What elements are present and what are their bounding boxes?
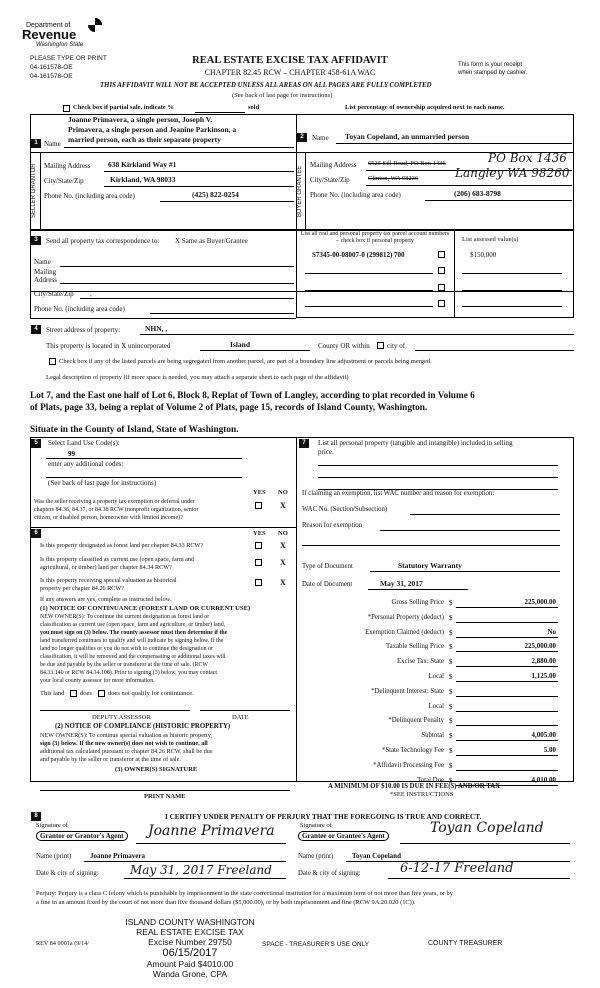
tax-row-currency: $	[449, 761, 453, 770]
buyer-side-label: BUYER GRANTEE	[297, 165, 303, 217]
sold-label: sold	[248, 104, 260, 111]
buyer-city-handwritten: Langley WA 98260	[455, 166, 570, 180]
does-not-qualify-checkbox[interactable]	[98, 690, 105, 697]
correspondence-label: Send all property tax correspondence to:	[46, 237, 160, 245]
s6-no-header: NO	[278, 530, 288, 537]
notice1-line7: be due and payable by the seller or transferor at the time of sale. (RCW	[40, 662, 208, 668]
located-label: This property is located in X unincorporated	[46, 342, 171, 350]
rev-number: REV 84 0001a (9/14/	[36, 940, 89, 947]
dept-line3: Washington State	[36, 42, 84, 48]
tax-row-label: Local	[428, 702, 444, 710]
legal-line-2: of Plats, page 33, being a replat of Volume 2 of Plats, page 15, records of Island County, Washington.	[30, 403, 428, 413]
treasurer-stamp	[105, 917, 275, 979]
stamp-line-6: Wanda Grone, CPA	[152, 969, 228, 979]
parcel-1[interactable]: S7345-00-08007-0 (299812) 700	[312, 251, 405, 259]
section-4-number: 4	[31, 325, 41, 334]
tax-row-label: Gross Selling Price	[391, 599, 444, 606]
tax-row-line	[456, 607, 558, 608]
tax-row-line	[456, 696, 558, 697]
correspondence-same-as[interactable]: X Same as Buyer/Grantee	[175, 237, 248, 245]
city-of-label: city of	[387, 342, 406, 350]
certify-text: I CERTIFY UNDER PENALTY OF PERJURY THAT THE FOREGOING IS TRUE AND CORRECT.	[165, 813, 482, 821]
see-instructions-note: *SEE INSTRUCTIONS	[390, 791, 454, 798]
tax-row-value[interactable]: 5.00	[543, 746, 556, 754]
buyer-phone[interactable]: (206) 683-8798	[454, 189, 501, 198]
form-chapter: CHAPTER 82.45 RCW – CHAPTER 458-61A WAC	[204, 68, 376, 77]
grantee-name[interactable]: Toyan Copeland	[352, 852, 401, 860]
partial-sale-line	[195, 112, 245, 113]
notice1-line6: classification, it will be removed and the compensating or additional taxes will	[40, 654, 226, 660]
dept-line1: Department of	[26, 22, 71, 29]
forest-yes-checkbox[interactable]	[255, 542, 262, 549]
seller-side-label: SELLER GRANTOR	[31, 163, 37, 219]
section-7-number: 7	[299, 439, 309, 448]
grantee-signature: Toyan Copeland	[430, 820, 544, 836]
tax-row-label: *Delinquent Penalty	[388, 717, 444, 725]
tax-row-line	[456, 637, 558, 638]
city-of-checkbox[interactable]	[377, 342, 384, 349]
segregated-checkbox[interactable]	[49, 358, 56, 365]
tax-row-line	[456, 651, 558, 652]
tax-row-currency: $	[449, 776, 453, 785]
parcel-1-personal-checkbox[interactable]	[438, 251, 445, 258]
see-back-note: (See back of last page for instructions)	[232, 92, 333, 99]
print-name-label: PRINT NAME	[144, 793, 186, 800]
buyer-name-label: Name	[312, 134, 329, 142]
exemption-q-line1: Was the seller receiving a property tax exemption or deferral under	[34, 499, 195, 505]
tax-row-label: Excise Tax: State	[397, 658, 444, 666]
corr-name-label: Name	[34, 258, 51, 266]
notice-compliance-title: (2) NOTICE OF COMPLIANCE (HISTORIC PROPERTY)	[55, 723, 231, 730]
situate-text: Situate in the County of Island, State of Washington.	[30, 425, 239, 435]
notice1-line9: your local county assessor for more information.	[40, 678, 155, 684]
grantor-name[interactable]: Joanne Primavera	[90, 852, 146, 860]
buyer-address-struck: 6525 Sill Road, PO Box 1436	[368, 160, 446, 167]
forest-land-question: Is this property designated as forest land per chapter 84.33 RCW?	[40, 542, 204, 549]
buyer-city-label: City/State/Zip	[310, 176, 350, 184]
minimum-fee-note: A MINIMUM OF $10.00 IS DUE IN FEE(S) AND/OR TAX	[328, 783, 501, 790]
tax-row-currency: $	[449, 628, 453, 637]
tax-row-line	[456, 740, 558, 741]
does-not-label: does not qualify for continuance.	[108, 690, 194, 697]
tax-row-value[interactable]: No	[547, 627, 556, 636]
seller-address-label: Mailing Address	[44, 162, 91, 170]
current-use-no-answer[interactable]: X	[280, 558, 286, 567]
exemption-claim-label: If claiming an exemption, list WAC number and reason for exemption:	[302, 490, 495, 497]
form-title: REAL ESTATE EXCISE TAX AFFIDAVIT	[192, 55, 388, 66]
seller-name-line1: Joanne Primavera, a single person, Joseph V.	[68, 115, 213, 124]
exemption-no-answer[interactable]: X	[280, 501, 286, 510]
form-number-2: 04-161578-OE	[30, 73, 73, 80]
tax-row-label: *Delinquent Interest: State	[371, 687, 444, 695]
notice1-line5: land no longer qualifies or you do not wish to continue the designation or	[40, 646, 213, 652]
stamp-line-2: REAL ESTATE EXCISE TAX	[136, 927, 244, 937]
dept-line2: Revenue	[22, 27, 77, 42]
doc-type-label: Type of Document	[302, 563, 353, 570]
section-6-number: 6	[31, 529, 41, 538]
tax-row-currency: $	[449, 732, 453, 741]
tax-row-value[interactable]: 4,010.00	[531, 775, 556, 784]
s6-yes-header: YES	[253, 530, 266, 537]
current-use-q-line2: agricultural, or timber) land per chapter 84.34 RCW?	[40, 564, 172, 571]
does-label: does	[80, 690, 92, 697]
receipt-note-1: This form is your receipt	[458, 62, 523, 68]
tax-row-label: Taxable Selling Price	[385, 643, 444, 651]
seller-phone-label: Phone No. (including area code)	[44, 192, 135, 200]
stamp-line-4: 06/15/2017	[162, 947, 218, 959]
tax-row-value[interactable]: 4,005.00	[531, 731, 556, 740]
tax-row-label: *Personal Property (deduct)	[367, 613, 444, 621]
notice1-line8: 84.33.140 or RCW 84.34.108). Prior to signing (3) below, you may contact	[40, 670, 218, 676]
tax-row-label: Exemption Claimed (deduct)	[365, 628, 444, 636]
legal-line-1: Lot 7, and the East one half of Lot 6, Block 8, Replat of Town of Langley, according to plat recorded in Volume 6	[30, 391, 475, 401]
stamp-line-1: ISLAND COUNTY WASHINGTON	[125, 917, 255, 927]
county-treasurer-label: COUNTY TREASURER	[428, 940, 503, 947]
seller-name-line2: Primavera, a single person and Jeanine Parkinson, a	[68, 125, 237, 134]
street-label: Street address of property:	[46, 326, 121, 334]
grantee-date-label: Date & city of signing:	[298, 870, 361, 877]
seller-name-label: Name	[44, 140, 61, 148]
perjury-line-2: a fine in an amount fixed by the court of not more than five thousand dollars ($5,000.00), or by both imprisonment and fine (RCW 9A.20.020 (1C)).	[36, 899, 416, 906]
current-use-q-line1: Is this property classified as current use (open space, farm and	[40, 556, 195, 563]
grantor-sig-label-1: Signature of	[36, 822, 68, 829]
this-land-label: This land	[40, 690, 65, 697]
notice1-line3: you must sign on (3) below. The county assessor must then determine if the	[40, 630, 228, 636]
corr-city-value: ,	[90, 290, 92, 298]
notice2-line2: sign (3) below. If the new owner(s) does not wish to continue, all	[40, 740, 208, 747]
perjury-line-1: Perjury: Perjury is a class C felony which is punishable by imprisonment in the state correctional institution for a maximum term of not more than five years, or by	[36, 890, 453, 897]
grantee-date: 6-12-17 Freeland	[400, 861, 514, 876]
land-use-see-back: (See back of last page for instructions)	[48, 479, 157, 487]
tax-row-label: Total Due	[417, 776, 444, 784]
seller-name-line3: married person, each as their separate property	[68, 135, 221, 144]
buyer-address-handwritten: PO Box 1436	[488, 151, 567, 165]
legal-label: Legal description of property (if more space is needed, you may attach a separate sheet to each page of the affidavit)	[46, 374, 349, 381]
notice2-line3: additional tax calculated pursuant to chapter 84.26 RCW, shall be due	[40, 748, 213, 755]
tax-row-line	[456, 770, 558, 771]
tax-row-label: Local	[428, 673, 444, 680]
treasurer-use-label: SPACE - TREASURER'S USE ONLY	[262, 941, 370, 948]
parcels-header: List all real and personal property tax parcel account numbers – check box if personal property	[300, 231, 450, 244]
tax-row-value[interactable]: 2,880.00	[531, 657, 556, 666]
grantor-date-label: Date & city of signing:	[36, 870, 99, 877]
section-8-number: 8	[31, 812, 41, 821]
exemption-q-line2: chapters 84.36, 84.37, or 84.38 RCW (nonprofit organization, senior	[34, 507, 199, 513]
tax-row-currency: $	[449, 673, 453, 681]
grantor-sig-label-2: Grantor or Grantor's Agent	[36, 831, 128, 841]
receipt-note-2: when stamped by cashier.	[458, 70, 528, 76]
land-use-no-header: NO	[278, 489, 288, 496]
tax-row-label: *State Technology Fee	[381, 747, 444, 754]
exemption-yes-checkbox[interactable]	[255, 502, 262, 509]
doc-type[interactable]: Statutory Warranty	[398, 561, 462, 570]
section-3-number: 3	[31, 236, 41, 245]
dor-logo-mark-icon	[88, 18, 102, 32]
tax-row-label: Subtotal	[421, 732, 444, 740]
deputy-assessor-label: DEPUTY ASSESSOR	[92, 714, 151, 721]
print-note: PLEASE TYPE OR PRINT	[30, 55, 107, 62]
stamp-line-3: Excise Number 29750	[148, 937, 232, 947]
corr-city-label: City/State/Zip	[34, 290, 74, 298]
land-use-code[interactable]: 99	[68, 450, 75, 458]
tax-row-line	[456, 681, 558, 682]
tax-row-line	[456, 725, 558, 726]
stamp-line-5: Amount Paid $4010.00	[146, 959, 234, 969]
ownership-note: List percentage of ownership acquired next to each name.	[345, 104, 505, 111]
tax-row-currency: $	[449, 747, 453, 755]
forest-no-answer[interactable]: X	[280, 541, 286, 550]
tax-row-currency: $	[449, 599, 453, 607]
tax-row-currency: $	[449, 702, 453, 711]
assessor-date-label: DATE	[232, 714, 249, 721]
tax-row-value[interactable]: 225,000.00	[524, 642, 556, 651]
notice2-line1: NEW OWNER(S): To continue special valuation as historic property,	[40, 732, 212, 739]
street-address[interactable]: NHN, ,	[145, 324, 168, 333]
grantor-signature: Joanne Primavera	[148, 823, 275, 839]
buyer-city-struck: Clinton, WA 98236	[368, 175, 419, 182]
grantor-date: May 31, 2017 Freeland	[130, 863, 272, 877]
section-2-number: 2	[297, 133, 307, 142]
assessed-1[interactable]: $150,000	[470, 251, 497, 259]
form-number-1: 04-161578-OE	[30, 64, 73, 71]
buyer-phone-label: Phone No. (including area code)	[310, 191, 401, 199]
tax-row-currency: $	[449, 643, 453, 652]
grantor-name-label: Name (print)	[36, 853, 72, 860]
notice1-line2: classification as current use (open space, farm and agriculture, or timber) land,	[40, 622, 226, 628]
historical-q-line1: Is this property receiving special valuation as historical	[40, 577, 177, 584]
personal-property-label-2: price.	[318, 448, 334, 456]
tax-row-line	[456, 755, 558, 756]
current-use-yes-checkbox[interactable]	[255, 559, 262, 566]
historical-yes-checkbox[interactable]	[255, 579, 262, 586]
exemption-q-line3: citizen, or disabled person, homeowner with limited income)?	[34, 515, 183, 521]
seller-city[interactable]: Kirkland, WA 98033	[110, 175, 176, 184]
tax-row-label: *Affidavit Processing Fee	[373, 761, 444, 769]
grantee-sig-label-2: Grantee or Grantee's Agent	[298, 831, 389, 841]
wac-label: WAC No. (Section/Subsection)	[302, 506, 388, 513]
dor-logo	[22, 18, 108, 52]
tax-row-currency: $	[449, 613, 453, 622]
reason-label: Reason for exemption	[302, 522, 363, 529]
personal-property-label-1: List all personal property (tangible and intangible) included in selling	[318, 439, 513, 447]
land-use-yes-header: YES	[253, 489, 266, 496]
tax-row-currency: $	[449, 717, 453, 726]
seller-city-label: City/State/Zip	[44, 177, 84, 185]
doc-date[interactable]: May 31, 2017	[380, 579, 423, 588]
segregated-label: Check box if any of the listed parcels are being segregated from another parcel, are part of a boundary line adjustment or parcels being merged.	[59, 358, 432, 365]
parcel-4-personal-checkbox[interactable]	[438, 300, 445, 307]
notice-continuance-title: (1) NOTICE OF CONTINUANCE (FOREST LAND OR CURRENT USE)	[40, 605, 251, 612]
does-qualify-checkbox[interactable]	[70, 690, 77, 697]
grantee-name-label: Name (print)	[298, 853, 334, 860]
notice2-line4: and payable by the seller or transferor at the time of sale.	[40, 756, 181, 763]
corr-address-label: Address	[34, 276, 57, 284]
notice1-line1: NEW OWNER(S): To continue the current designation as forest land or	[40, 614, 210, 620]
seller-address[interactable]: 638 Kirkland Way #1	[108, 160, 177, 169]
tax-row-currency: $	[449, 658, 453, 667]
corr-phone-label: Phone No. (including area code)	[34, 305, 125, 313]
partial-sale-checkbox[interactable]	[63, 105, 70, 112]
owner-signature-label: (3) OWNER(S) SIGNATURE	[115, 766, 198, 773]
tax-row-value[interactable]: 1,125.00	[531, 672, 556, 680]
tax-row-currency: $	[449, 687, 453, 696]
buyer-name[interactable]: Toyan Copeland, an unmarried person	[345, 132, 470, 141]
tax-row-value[interactable]: 225,000.00	[524, 598, 556, 606]
buyer-address-label: Mailing Address	[310, 161, 357, 169]
county-name[interactable]: Island	[230, 340, 251, 349]
seller-phone[interactable]: (425) 822-0254	[192, 190, 239, 199]
tax-row-line	[456, 666, 558, 667]
land-use-label: Select Land Use Code(s):	[48, 439, 120, 447]
corr-mailing-label: Mailing	[34, 268, 57, 276]
if-yes-note: If any answers are yes, complete as instructed below.	[40, 596, 172, 603]
warning-text: THIS AFFIDAVIT WILL NOT BE ACCEPTED UNLESS ALL AREAS ON ALL PAGES ARE FULLY COMPLETED	[100, 82, 432, 89]
historical-no-answer[interactable]: X	[280, 578, 286, 587]
section-5-number: 5	[31, 439, 41, 448]
doc-date-label: Date of Document	[302, 581, 353, 588]
parcel-3-personal-checkbox[interactable]	[438, 284, 445, 291]
grantee-sig-label-1: Signature of	[300, 822, 332, 829]
section-1-number: 1	[31, 139, 41, 148]
county-label: County OR within	[318, 342, 370, 350]
assessed-header: List assessed value(s)	[462, 236, 519, 243]
notice1-line4: land transferred continues to qualify and will indicate by signing below. If the	[40, 638, 224, 644]
tax-row-line	[456, 622, 558, 623]
parcel-2-personal-checkbox[interactable]	[438, 267, 445, 274]
partial-sale-label: Check box if partial sale, indicate %	[73, 104, 174, 111]
tax-row-line	[456, 711, 558, 712]
historical-q-line2: property per chapter 84.26 RCW?	[40, 585, 125, 592]
additional-codes-label: enter any additional codes:	[48, 460, 124, 468]
